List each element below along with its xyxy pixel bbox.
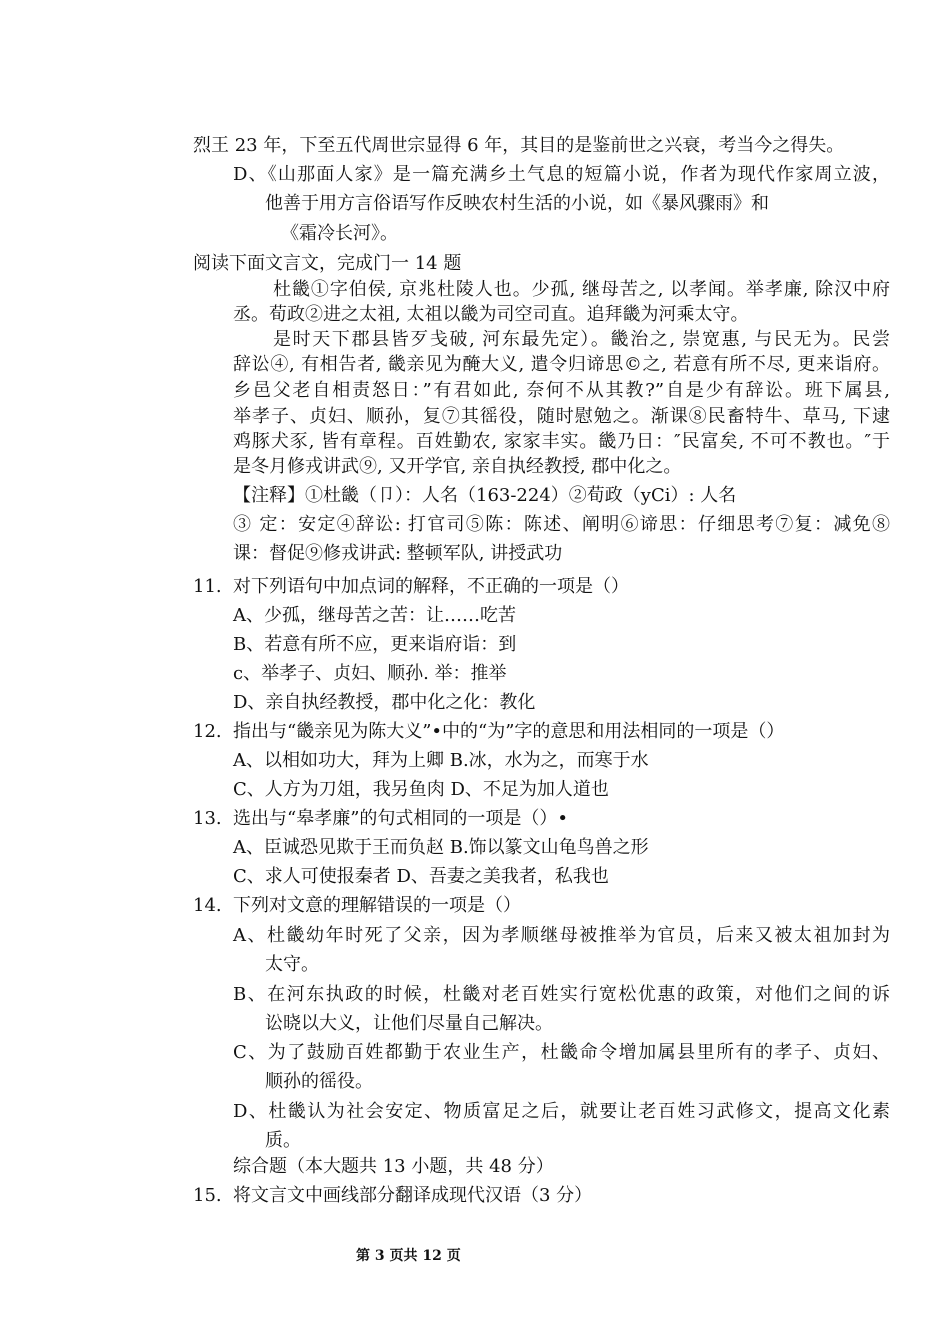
passage-line: 乡邑父老自相责怒日：”有君如此, 奈何不从其教?”自是少有辞讼。班下属县,	[233, 380, 890, 401]
section-heading: 综合题（本大题共 13 小题，共 48 分）	[233, 1156, 554, 1177]
question-stem: 将文言文中画线部分翻译成现代汉语（3 分）	[233, 1185, 593, 1206]
text-line: 烈王 23 年，下至五代周世宗显得 6 年，其目的是鉴前世之兴衰，考当今之得失。	[193, 135, 845, 156]
question-number: 12.	[193, 721, 222, 742]
answer-option-cont: 质。	[265, 1130, 301, 1151]
passage-line: 杜畿①字伯侯, 京兆杜陵人也。少孤, 继母苦之, 以孝闻。举孝廉, 除汉中府	[273, 279, 890, 300]
answer-option: B、在河东执政的时候，杜畿对老百姓实行宽松优惠的政策，对他们之间的诉	[233, 984, 890, 1005]
answer-option: A、臣诚恐见欺于王而负赵 B.饰以篆文山龟鸟兽之形	[233, 837, 649, 858]
notes-line: ③ 定：安定④辞讼: 打官司⑤陈：陈述、阐明⑥谛思：仔细思考⑦复：减免⑧	[233, 514, 890, 535]
answer-option: D、亲自执经教授，郡中化之化：教化	[233, 692, 536, 713]
passage-line: 辞讼④, 有相告者, 畿亲见为醃大义, 遣令归谛思©之, 若意有所不尽, 更来诣府。	[233, 354, 890, 375]
question-number: 13.	[193, 808, 222, 829]
option-d-line: 《霜冷长河》。	[281, 223, 398, 244]
question-stem: 对下列语句中加点词的解释，不正确的一项是（）	[233, 576, 629, 597]
notes-line: 课：督促⑨修戎讲武: 整顿军队, 讲授武功	[233, 543, 563, 564]
notes-line: 【注释】①杜畿（卩）：人名（163-224）②荀政（yCi）: 人名	[233, 485, 737, 506]
passage-line: 丞。荀政②进之太祖, 太祖以畿为司空司直。追拜畿为河乘太守。	[233, 304, 749, 325]
answer-option: c、举孝子、贞妇、顺孙. 举：推举	[233, 663, 507, 684]
answer-option-cont: 太守。	[265, 954, 319, 975]
answer-option: C、为了鼓励百姓都勤于农业生产，杜畿命令增加属县里所有的孝子、贞妇、	[233, 1042, 890, 1063]
question-number: 15.	[193, 1185, 222, 1206]
question-stem: 下列对文意的理解错误的一项是（）	[233, 895, 521, 916]
question-number: 14.	[193, 895, 222, 916]
option-d-line: 他善于用方言俗语写作反映农村生活的小说，如《暴风骤雨》和	[265, 193, 769, 214]
passage-line: 是冬月修戎讲武⑨, 又开学官, 亲自执经教授, 郡中化之。	[233, 456, 682, 477]
option-d-line: D、《山那面人家》是一篇充满乡土气息的短篇小说，作者为现代作家周立波，	[233, 164, 890, 185]
answer-option: A、以相如功大，拜为上卿 B.冰，水为之，而寒于水	[233, 750, 649, 771]
answer-option: C、人方为刀俎，我另鱼肉 D、不足为加人道也	[233, 779, 609, 800]
reading-intro: 阅读下面文言文，完成门一 14 题	[193, 253, 462, 274]
question-stem: 选出与“皋孝廉”的句式相同的一项是（）•	[233, 808, 569, 829]
answer-option: C、求人可使报秦者 D、吾妻之美我者，私我也	[233, 866, 609, 887]
answer-option-cont: 讼晓以大义，让他们尽量自己解决。	[265, 1013, 553, 1034]
answer-option: A、杜畿幼年时死了父亲，因为孝顺继母被推举为官员，后来又被太祖加封为	[233, 925, 890, 946]
question-stem: 指出与“畿亲见为陈大义”•中的“为”字的意思和用法相同的一项是（）	[233, 721, 785, 742]
passage-line: 鸡豚犬豕, 皆有章程。百姓勤农, 家家丰实。畿乃日：″民富矣, 不可不教也。″于	[233, 431, 890, 452]
page-number: 第 3 页共 12 页	[356, 1248, 461, 1264]
passage-line: 举孝子、贞妇、顺孙，复⑦其徭役，随时慰勉之。渐课⑧民畜特牛、草马, 下逮	[233, 406, 890, 427]
answer-option: D、杜畿认为社会安定、物质富足之后，就要让老百姓习武修文，提高文化素	[233, 1101, 890, 1122]
answer-option-cont: 顺孙的徭役。	[265, 1071, 373, 1092]
passage-line: 是时天下郡县皆歹戋破, 河东最先定）。畿治之, 崇宽惠, 与民无为。民尝	[273, 329, 890, 350]
answer-option: B、若意有所不应，更来诣府诣：到	[233, 634, 517, 655]
answer-option: A、少孤，继母苦之苦：让……吃苦	[233, 605, 516, 626]
question-number: 11.	[193, 576, 222, 597]
